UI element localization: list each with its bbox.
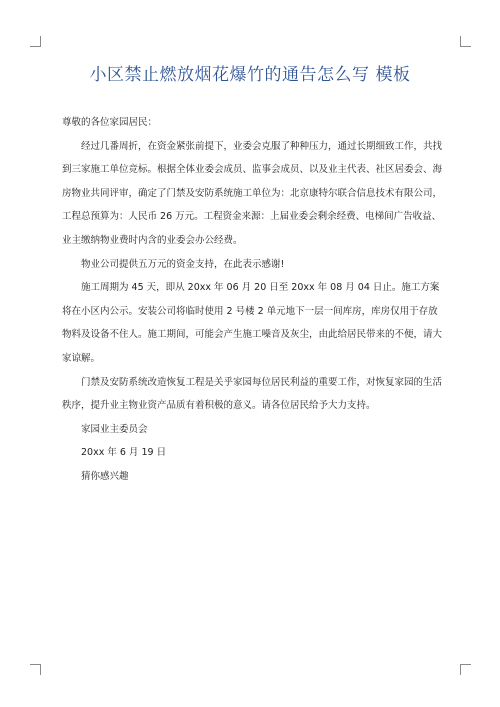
document-title: 小区禁止燃放烟花爆竹的通告怎么写 模板 (89, 65, 411, 85)
greeting: 尊敬的各位家园居民： (62, 117, 158, 128)
page-corner-mark-bottom-left (30, 664, 41, 675)
paragraph-selection-process: 经过几番周折，在资金紧张前提下，业委会克服了种种压力，通过长期细致工作，共找到三家施工单位竞标。根据全体业委会成员、监事会成员、以及业主代表、社区居委会、海房物业共同评审，确定了门禁及安防系统施工单位为：北京康特尔联合信息技术有限公司，工程总预算为：人民币 26 万元。工程资金来源：上届业委会剩余经费、电梯间广告收益、业主缴纳物业费时内含的业委会办公经费。 (62, 140, 443, 246)
related-link[interactable]: 猜你感兴趣 (81, 470, 129, 482)
document-body (62, 111, 444, 489)
signature: 家园业主委员会 (81, 423, 148, 435)
paragraph-thanks: 物业公司提供五万元的资金支持，在此表示感谢! (81, 258, 285, 270)
date: 20xx 年 6 月 19 日 (81, 447, 167, 459)
paragraph-schedule: 施工周期为 45 天，即从 20xx 年 06 月 20 日至 20xx 年 08 月 04 日止。施工方案将在小区内公示。安装公司将临时使用 2 号楼 2 单元地下一层一间库房，库房仅用于存放物料及设备不住人。施工期间，可能会产生施工噪音及灰尘，由此给居民带来的不便，请大家谅解。 (62, 282, 443, 364)
page-corner-mark-top-right (460, 36, 471, 47)
page-corner-mark-bottom-right (460, 664, 471, 675)
page-corner-mark-top-left (30, 36, 41, 47)
paragraph-appeal: 门禁及安防系统改造恢复工程是关乎家园每位居民利益的重要工作，对恢复家园的生活秩序，提升业主物业资产品质有着积极的意义。请各位居民给予大力支持。 (62, 376, 443, 412)
